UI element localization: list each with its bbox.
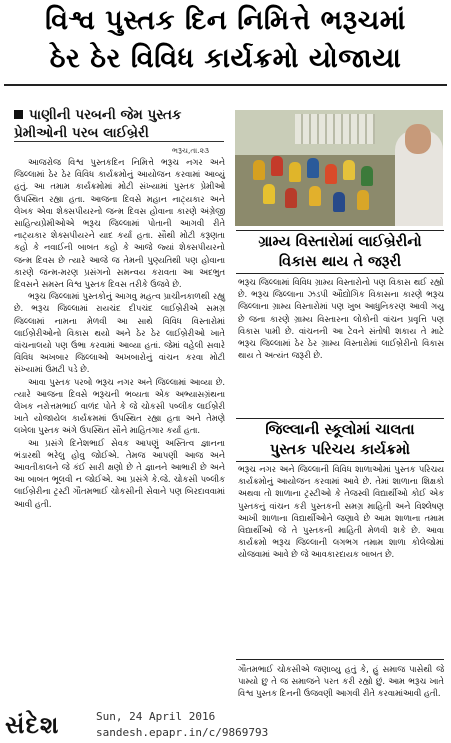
section-heading-rural-libraries bbox=[236, 232, 444, 272]
footer bbox=[0, 708, 451, 743]
school-programs-text: ભરૂચ નગર અને જિલ્લાની વિવિધ શાળાઓમાં પુસ્તક પરિચય કાર્યક્રમોનું આયોજન કરવામાં આવે છે. તેમાં શાળાના શિક્ષકો અથવા તો શાળાના ટ્રસ્ટીઓ કે તેજસ્વી વિદ્યાર્થીઓ કોઈ એક પુસ્તકનું વાંચન કરી પુસ્તકની સમગ્ર માહિતી અને વિશ્લેષણ આખી શાળાના વિદ્યાર્થીઓને જણાવે છે આમ શાળાના તમામ વિદ્યાર્થીઓ જે તે પુસ્તકની માહિતી મેળવી શકે છે. આવા કાર્યક્રમો ભરૂચ જિલ્લાની લગભગ તમામ શાળા કોલેજોમાં યોજવામાં આવે છે જે આવકારદાયક બાબત છે. bbox=[238, 464, 444, 560]
headline-divider bbox=[4, 84, 447, 86]
section-divider bbox=[236, 418, 444, 419]
epaper-link[interactable]: sandesh.epapr.in/c/9869793 bbox=[96, 726, 269, 739]
section-divider bbox=[236, 659, 444, 660]
headline bbox=[4, 2, 447, 78]
closing-paragraph: ગૌતમભાઈ ચોકસીએ જણાવ્યુ હતું કે, હું સમાજ પાસેથી જે પામ્યો છુ તે જ સમાજને પરત કરી રહ્યો છું. આમ ભરૂચ ખાતે વિશ્વ પુસ્તક દિનની ઉજવણી આગવી રીતે કરવામાંઆવી હતી. bbox=[238, 664, 444, 699]
rural-libraries-text: ભરૂચ જિલ્લામાં વિવિધ ગ્રામ્ય વિસ્તારોનો પણ વિકાસ થઈ રહ્યો છે. ભરૂચ જિલ્લાના ઝડપી ઔદ્યોગિક વિકાસના કારણે ભરૂચ જિલ્લાના ગ્રામ્ય વિસ્તારોમાં પણ ખુબ આધુનિકરણ આવી ગયુ છે જના કારણે ગ્રામ્ય વિસ્તારના લોકોની વાંચન પ્રવૃત્તિ પણ વિકાસ પામી છે. વાંચનની આ ટેવને સંતોષી શકાય તે માટે ભરૂચ જિલ્લામાં ઠેર ઠેર ગ્રામ્ય વિસ્તારોમાં લાઈબ્રેરીનો વિકાસ થાય તે અત્યંત જરૂરી છે. bbox=[238, 277, 444, 361]
subheading-text: પાણીની પરબની જેમ પુસ્તક પ્રેમીઓની પરબ લાઈબ્રેરી bbox=[14, 107, 182, 141]
publication-date: Sun, 24 April 2016 bbox=[96, 710, 216, 723]
paragraph: ભરૂચ જિલ્લામાં પુસ્તકોનું આગવુ મહત્વ પ્રાચીનકાળથી રહ્યુ છે. ભરૂચ જિલ્લામાં રાયચંદ દીપચંદ લાઈબ્રેરીએ સમગ્ર જિલ્લામાં નામના મેળવી આ સાથે વિવિધ વિસ્તારોમાં લાઈબ્રેરીઓનો વિકાસ થયો અને ઠેર ઠેર લાઈબ્રેરીઓ ખાતે વાંચનાલયો પણ ઉભા કરવામાં આવ્યા હતાં. જેમાં વહેલી સવારે વિવિધ અખબાર જિલ્લાઓ અખબારોનું વાંચન કરવા મોટી સંખ્યામાં ઉમટી પડે છે. bbox=[14, 291, 225, 375]
dateline: ભરૂચ,તા.૨૩ bbox=[172, 146, 209, 155]
section-heading-line: પુસ્તક પરિચય કાર્યક્રમો bbox=[270, 442, 410, 458]
paragraph: આ પ્રસંગે દિનેશભાઈ સેવક આપણું અસ્તિત્વ જ્ઞાનના ભંડારથી ભરેલુ હોવુ જોઈએ. તેમજ આપણી આજ અને આવતીકાલને જે કંઈ સારી ક્ષણો છે તે જ્ઞાનને આભારી છે અને આ બાબત ભૂલવી ન જોઈએ. આ પ્રસંગે કે.જે. ચોકસી પબ્લીક લાઈબ્રેરીના ટ્રસ્ટી ગૌતમભાઈ ચોકસીની સેવાને પણ બિરદાવવામાં આવી હતી. bbox=[14, 437, 225, 509]
subheading bbox=[14, 106, 220, 142]
sandesh-logo: સંદેશ bbox=[5, 710, 60, 739]
section-heading-line: જિલ્લાની સ્કૂલોમાં ચાલતા bbox=[265, 422, 415, 438]
headline-line-1: વિશ્વ પુસ્તક દિન નિમિત્તે ભરૂચમાં bbox=[45, 5, 406, 36]
event-photo bbox=[235, 110, 443, 226]
subheading-divider bbox=[14, 141, 224, 142]
section-heading-school-programs bbox=[236, 420, 444, 460]
section-heading-line: ગ્રામ્ય વિસ્તારોમાં લાઈબ્રેરીનો bbox=[258, 234, 422, 250]
paragraph: આજરોજ વિશ્વ પુસ્તકદિન નિમિત્તે ભરૂચ નગર અને જિલ્લામાં ઠેર ઠેર વિવિધ કાર્યક્રમોનું આયોજન કરવામાં આવ્યું હતું. આ તમામ કાર્યક્રમોમાં મોટી સંખ્યામાં પુસ્તક પ્રેમીઓ ઉપસ્થિત રહ્યા હતા. આજના દિવસે મહાન નાટ્યકાર અને લેખક એવા શેક્સપીયરનો જન્મ દિવસ હોવાના કારણે અંગ્રેજી સાહિત્યપ્રેમીઓએ ભરૂચ જિલ્લામાં પોતાની આગવી રીતે નાટ્યકાર શેક્સપીયરને યાદ કર્યા હતા. સૌથી મોટી કરૂણતા કહો કે નવાઈની બાબત કહો કે આજે જ્યાં શેક્સપીયરનો જન્મ દિવસ છે ત્યારે આજે જ તેમની પુણ્યતિથી પણ હોવાના કારણે જન્મ-મરણ પ્રસંગનો સમન્વય કરાવતા આ અદભુત દિવસને સમસ્ત વિશ્વ પુસ્તક દિવસ તરીકે ઉજવે છે. bbox=[14, 157, 225, 290]
section-divider bbox=[236, 230, 444, 231]
square-bullet-icon bbox=[14, 110, 23, 119]
paragraph: આવા પુસ્તક પરબો ભરૂચ નગર અને જિલ્લામાં આવ્યા છે. ત્યારે આજના દિવસે ભરૂચની ભવ્યતા એક અભ્યાસગ્રંથના લેખક નરોત્તમભાઈ વાળંદ પોતે કે જે ચોકસી પબ્લીક લાઈબ્રેરી ખાતે યોજાયેલ કાર્યક્રમમાં ઉપસ્થિત રહ્યા હતા અને તેમણે લખેલા પુસ્તક અંગે ઉપસ્થિત સૌને માહિતગાર કર્યા હતા. bbox=[14, 376, 225, 436]
section-heading-line: વિકાસ થાય તે જરૂરી bbox=[278, 254, 402, 270]
left-column-article bbox=[14, 156, 225, 510]
headline-line-2: ઠેર ઠેર વિવિધ કાર્યક્રમો યોજાયા bbox=[49, 43, 402, 74]
section-divider bbox=[236, 461, 444, 462]
section-divider bbox=[236, 273, 444, 274]
